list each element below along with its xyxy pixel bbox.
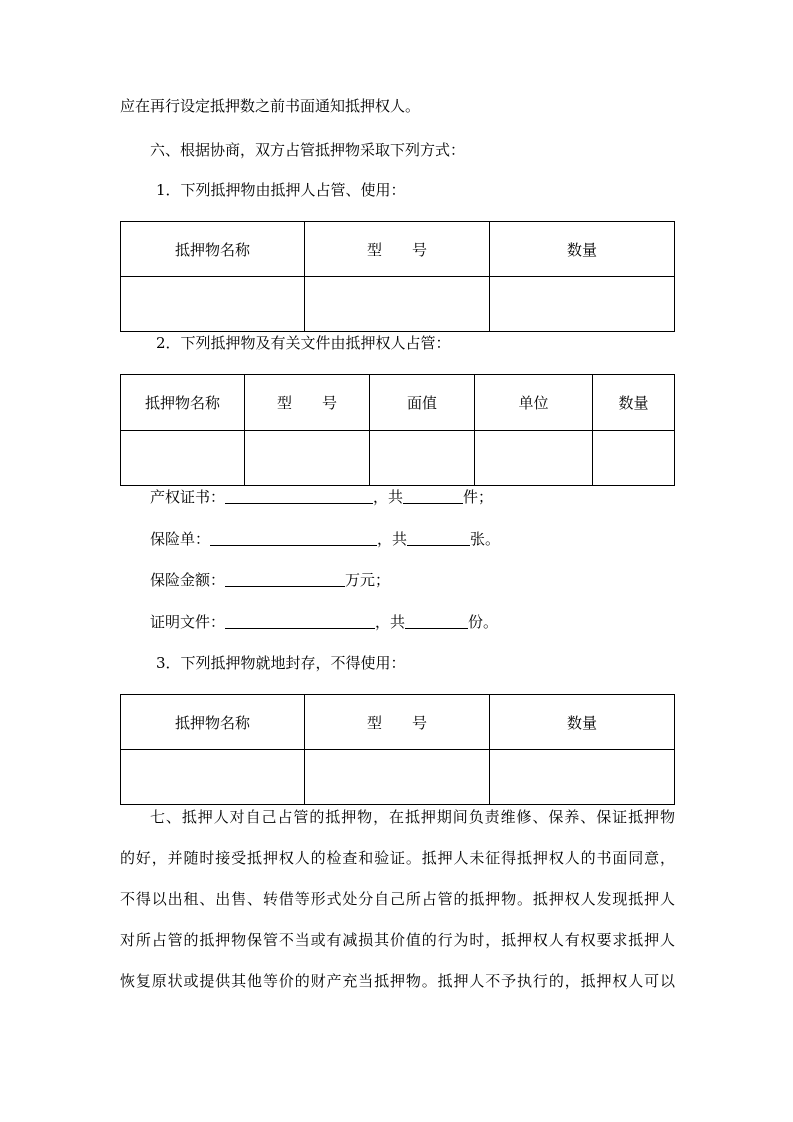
table-2-header-face-value: 面值 xyxy=(370,375,475,431)
section-7-line-3: 不得以出租、出售、转借等形式处分自己所占管的抵押物。抵押权人发现抵押人 xyxy=(120,890,675,908)
insurance-amount-unit: 万元； xyxy=(345,571,391,589)
property-cert-mid: ，共 xyxy=(373,488,404,506)
section-6-heading: 六、根据协商，双方占管抵押物采取下列方式： xyxy=(150,141,466,159)
table-2-cell[interactable] xyxy=(121,431,245,486)
table-1-cell[interactable] xyxy=(490,277,675,332)
item-1-text: 1．下列抵押物由抵押人占管、使用： xyxy=(156,181,406,199)
insurance-policy-blank[interactable] xyxy=(210,529,377,546)
insurance-policy-mid: ，共 xyxy=(377,530,408,548)
table-2-cell[interactable] xyxy=(370,431,475,486)
certificates-count-blank[interactable] xyxy=(405,612,468,629)
item-3-text: 3．下列抵押物就地封存，不得使用： xyxy=(156,654,406,672)
insurance-policy-label: 保险单： xyxy=(150,530,211,548)
property-cert-unit: 件； xyxy=(463,488,494,506)
table-3-cell[interactable] xyxy=(490,750,675,805)
property-cert-blank[interactable] xyxy=(225,487,373,504)
table-2-header-model: 型 号 xyxy=(245,375,370,431)
section-7-line-1: 七、抵押人对自己占管的抵押物，在抵押期间负责维修、保养、保证抵押物 xyxy=(150,808,675,826)
item-2-text: 2．下列抵押物及有关文件由抵押权人占管： xyxy=(156,334,451,352)
property-cert-label: 产权证书： xyxy=(150,488,226,506)
table-2-cell[interactable] xyxy=(475,431,593,486)
table-1-cell[interactable] xyxy=(121,277,305,332)
table-2-header-unit: 单位 xyxy=(475,375,593,431)
certificates-unit: 份。 xyxy=(468,613,499,631)
insurance-amount-label: 保险金额： xyxy=(150,571,226,589)
table-3-header-model: 型 号 xyxy=(305,695,490,750)
section-7-line-5: 恢复原状或提供其他等价的财产充当抵押物。抵押人不予执行的，抵押权人可以 xyxy=(120,972,675,990)
section-7-line-4: 对所占管的抵押物保管不当或有减损其价值的行为时，抵押权人有权要求抵押人 xyxy=(120,931,675,949)
certificates-line xyxy=(150,611,675,633)
table-2-header-quantity: 数量 xyxy=(593,375,675,431)
insurance-policy-line xyxy=(150,528,675,550)
table-3-cell[interactable] xyxy=(121,750,305,805)
table-3-header-quantity: 数量 xyxy=(490,695,675,750)
table-1-cell[interactable] xyxy=(305,277,490,332)
table-1-borrower-held xyxy=(120,221,675,332)
insurance-policy-unit: 张。 xyxy=(470,530,501,548)
section-7-line-2: 的好，并随时接受抵押权人的检查和验证。抵押人未征得抵押权人的书面同意， xyxy=(120,849,675,867)
certificates-blank[interactable] xyxy=(225,612,375,629)
certificates-mid: ，共 xyxy=(375,613,406,631)
property-cert-count-blank[interactable] xyxy=(403,487,463,504)
insurance-policy-count-blank[interactable] xyxy=(407,529,470,546)
table-3-sealed-on-site xyxy=(120,694,675,805)
table-2-cell[interactable] xyxy=(245,431,370,486)
table-2-lender-held xyxy=(120,374,675,486)
certificates-label: 证明文件： xyxy=(150,613,226,631)
table-2-header-name: 抵押物名称 xyxy=(121,375,245,431)
insurance-amount-blank[interactable] xyxy=(225,570,345,587)
table-1-header-quantity: 数量 xyxy=(490,222,675,277)
table-1-header-model: 型 号 xyxy=(305,222,490,277)
intro-paragraph-tail: 应在再行设定抵押数之前书面通知抵押权人。 xyxy=(120,97,421,115)
property-cert-line xyxy=(150,486,675,508)
table-1-header-name: 抵押物名称 xyxy=(121,222,305,277)
table-3-header-name: 抵押物名称 xyxy=(121,695,305,750)
table-2-cell[interactable] xyxy=(593,431,675,486)
table-3-cell[interactable] xyxy=(305,750,490,805)
insurance-amount-line xyxy=(150,569,675,591)
